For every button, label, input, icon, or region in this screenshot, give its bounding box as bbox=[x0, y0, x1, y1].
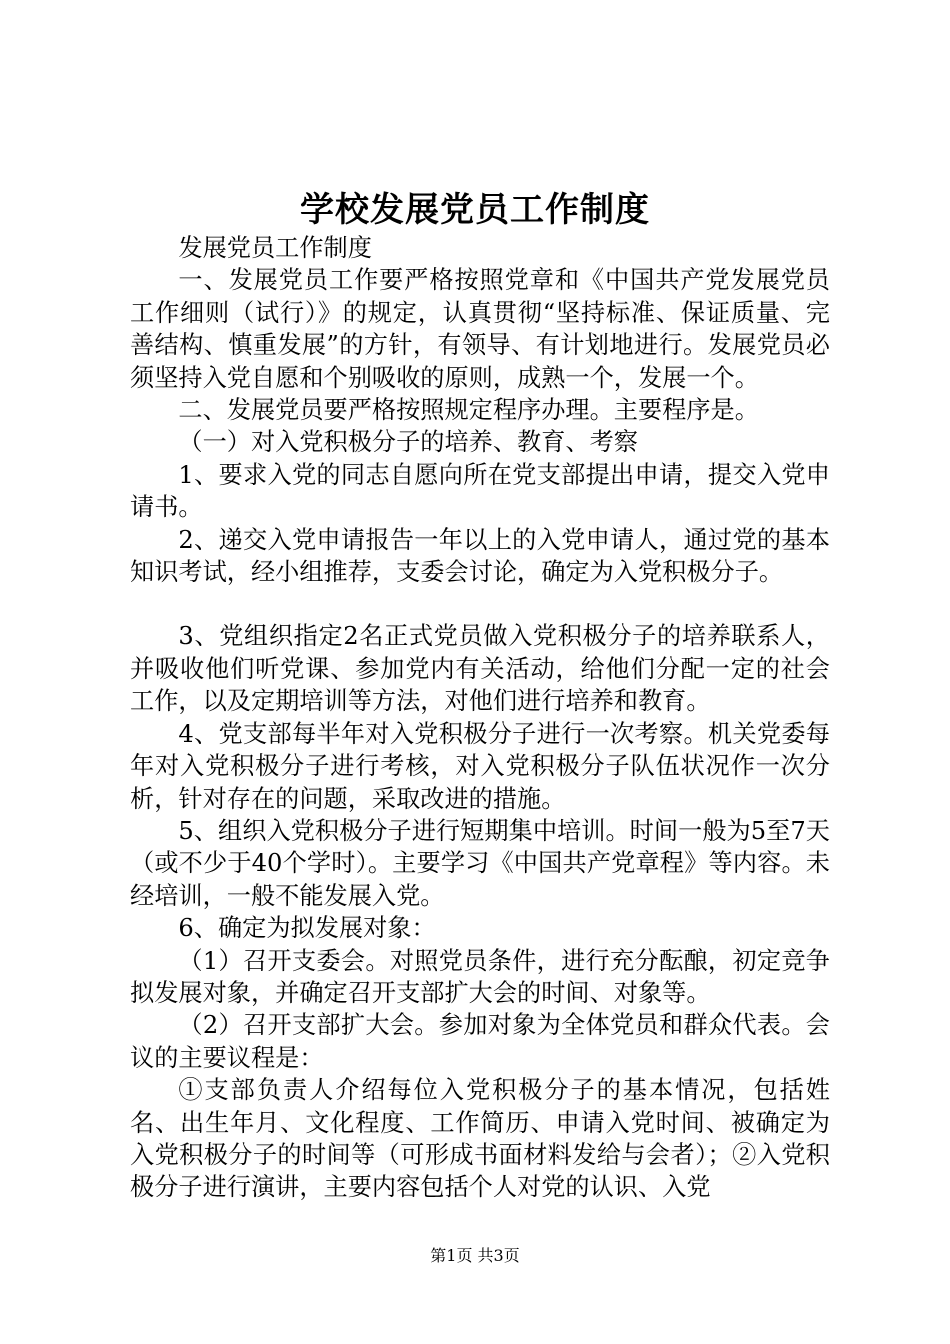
page-title: 学校发展党员工作制度 bbox=[300, 190, 650, 230]
page-footer: 第1页 共3页 bbox=[430, 1246, 520, 1265]
paragraph: （2）召开支部扩大会。参加对象为全体党员和群众代表。会议的主要议程是： bbox=[130, 1011, 830, 1072]
paragraph: 6、确定为拟发展对象： bbox=[178, 914, 436, 943]
section-heading: 发展党员工作制度 bbox=[178, 234, 372, 262]
paragraph: （1）召开支委会。对照党员条件，进行充分酝酿，初定竞争拟发展对象，并确定召开支部扩大会的时间、对象等。 bbox=[130, 946, 830, 1007]
document-body bbox=[130, 232, 830, 1204]
paragraph: ①支部负责人介绍每位入党积极分子的基本情况，包括姓名、出生年月、文化程度、工作简历、申请入党时间、被确定为入党积极分子的时间等（可形成书面材料发给与会者）；②入党积极分子进行演讲，主要内容包括个人对党的认识、入党 bbox=[130, 1076, 830, 1202]
paragraph: 二、发展党员要严格按照规定程序办理。主要程序是。 bbox=[178, 396, 759, 425]
subsection-heading: （一）对入党积极分子的培养、教育、考察 bbox=[178, 428, 638, 457]
paragraph: 1、要求入党的同志自愿向所在党支部提出申请，提交入党申请书。 bbox=[130, 460, 830, 522]
paragraph: 5、组织入党积极分子进行短期集中培训。时间一般为5至7天（或不少于40个学时）。主要学习《中国共产党章程》等内容。未经培训，一般不能发展入党。 bbox=[130, 816, 830, 910]
paragraph: 4、党支部每半年对入党积极分子进行一次考察。机关党委每年对入党积极分子进行考核，对入党积极分子队伍状况作一次分析，针对存在的问题，采取改进的措施。 bbox=[130, 719, 830, 813]
paragraph: 一、发展党员工作要严格按照党章和《中国共产党发展党员工作细则（试行）》的规定，认真贯彻“坚持标准、保证质量、完善结构、慎重发展”的方针，有领导、有计划地进行。发展党员必须坚持入党自愿和个别吸收的原则，成熟一个，发展一个。 bbox=[130, 266, 830, 392]
paragraph: 3、党组织指定2名正式党员做入党积极分子的培养联系人，并吸收他们听党课、参加党内有关活动，给他们分配一定的社会工作，以及定期培训等方法，对他们进行培养和教育。 bbox=[130, 622, 830, 716]
paragraph: 2、递交入党申请报告一年以上的入党申请人，通过党的基本知识考试，经小组推荐，支委会讨论，确定为入党积极分子。 bbox=[130, 525, 830, 587]
